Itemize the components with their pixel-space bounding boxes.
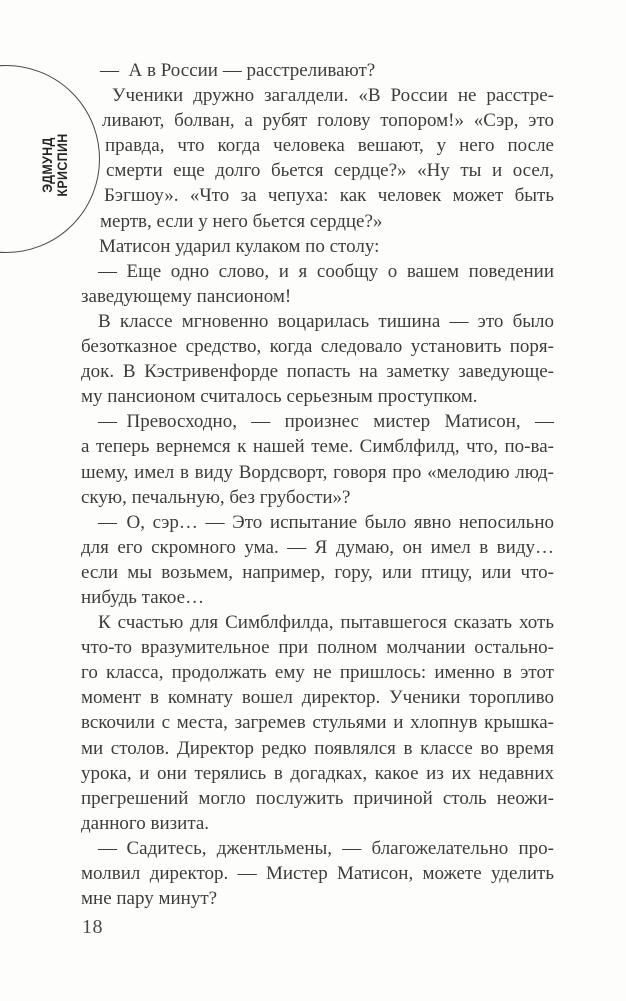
text-line: скую, печальную, без грубости»? xyxy=(81,486,351,508)
text-line: шему, имел в виду Вордсворт, говоря про «мелодию люд- xyxy=(81,461,554,483)
author-name-vertical xyxy=(40,133,70,196)
text-line: данного визита. xyxy=(81,812,210,834)
body-text xyxy=(81,58,554,911)
text-line: — Еще одно слово, и я сообщу о вашем поведении xyxy=(98,260,554,282)
text-line: если мы возьмем, например, гору, или птицу, или что- xyxy=(81,561,554,583)
text-line: — О, сэр… — Это испытание было явно непосильно xyxy=(98,511,554,533)
text-line: безотказное средство, когда следовало установить поря- xyxy=(81,336,554,358)
author-last-name: КРИСПИН xyxy=(55,133,70,197)
text-line: Бэгшоу». «Что за чепуха: как человек может быть xyxy=(104,185,554,207)
text-line: нибудь такое… xyxy=(81,586,205,608)
text-line: ми столов. Директор редко появлялся в классе во время xyxy=(81,737,554,759)
text-line: Ученики дружно загалдели. «В России не расстре- xyxy=(112,85,554,107)
text-line: док. В Кэстривенфорде попасть на заметку заведующе- xyxy=(81,361,554,383)
text-line: правда, что когда человека вешают, у него после xyxy=(105,135,554,157)
text-line: — Превосходно, — произнес мистер Матисон, — xyxy=(98,411,554,433)
text-line: что-то вразумительное при полном молчании остально- xyxy=(81,637,554,659)
text-line: мертв, если у него бьется сердце?» xyxy=(100,210,383,232)
text-line: Матисон ударил кулаком по столу: xyxy=(99,235,380,257)
text-line: прегрешений могло послужить причиной столь неожи- xyxy=(81,787,554,809)
text-line: а теперь вернемся к нашей теме. Симблфилд, что, по-ва- xyxy=(81,436,554,458)
text-line: мне пару минут? xyxy=(81,888,218,910)
text-line: заведующему пансионом! xyxy=(81,285,292,307)
text-line: го класса, продолжать ему не пришлось: именно в этот xyxy=(81,662,554,684)
text-line: для его скромного ума. — Я думаю, он имел в виду… xyxy=(81,536,554,558)
author-first-name: ЭДМУНД xyxy=(40,137,55,193)
text-line: — Садитесь, джентльмены, — благожелательно про- xyxy=(98,837,554,859)
text-line: ливают, болван, а рубят голову топором!» «Сэр, это xyxy=(102,110,554,132)
text-line: К счастью для Симблфилда, пытавшегося сказать хоть xyxy=(98,612,554,634)
text-line: момент в комнату вошел директор. Ученики торопливо xyxy=(81,687,554,709)
text-line: смерти еще долго бьется сердце?» «Ну ты и осел, xyxy=(106,160,554,182)
text-line: В классе мгновенно воцарилась тишина — это было xyxy=(98,310,554,332)
page-number: 18 xyxy=(82,916,103,938)
text-line: му пансионом считалось серьезным проступком. xyxy=(81,386,478,408)
text-line: вскочили с места, загремев стульями и хлопнув крышка- xyxy=(81,712,554,734)
text-line: урока, и они терялись в догадках, какое из их недавних xyxy=(81,762,554,784)
text-line: — А в России — расстреливают? xyxy=(100,60,376,81)
text-line: молвил директор. — Мистер Матисон, можете уделить xyxy=(81,863,554,884)
